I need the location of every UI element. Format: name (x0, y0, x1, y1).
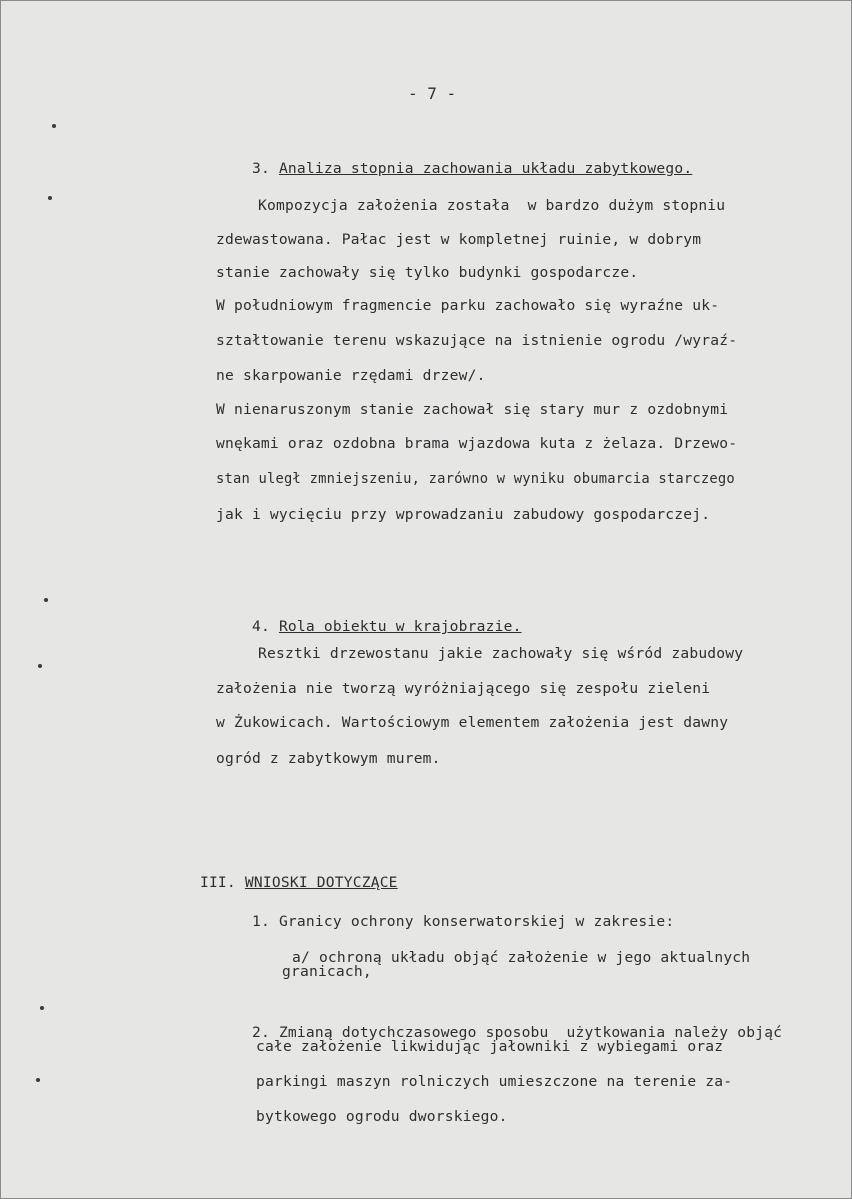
paragraph-line: ne skarpowanie rzędami drzew/. (216, 367, 486, 384)
list-item-number: a/ (291, 949, 310, 966)
paragraph-line: w Żukowicach. Wartościowym elementem założenia jest dawny (216, 714, 729, 731)
section-number: 4. (251, 618, 270, 635)
section-number: III. (199, 874, 236, 891)
paragraph-line: wnękami oraz ozdobna brama wjazdowa kuta z żelaza. Drzewo- (216, 435, 738, 452)
paragraph-line: W nienaruszonym stanie zachował się stary mur z ozdobnymi (216, 401, 729, 418)
paragraph-line: jak i wycięciu przy wprowadzaniu zabudowy gospodarczej. (216, 506, 711, 523)
list-item-number: 1. (251, 913, 270, 930)
section-title: Rola obiektu w krajobrazie. (278, 618, 522, 635)
list-item-text: parkingi maszyn rolniczych umieszczone na terenie za- (256, 1073, 733, 1090)
paragraph-line: zdewastowana. Pałac jest w kompletnej ruinie, w dobrym (216, 231, 702, 248)
page-number: - 7 - (408, 84, 457, 103)
paragraph-line: stan uległ zmniejszeniu, zarówno w wyniku obumarcia starczego (216, 471, 735, 487)
list-item-text: bytkowego ogrodu dworskiego. (256, 1108, 508, 1125)
section-number: 3. (251, 160, 270, 177)
binder-mark (38, 664, 42, 668)
paragraph-line: W południowym fragmencie parku zachowało się wyraźne uk- (216, 297, 720, 314)
binder-mark (48, 196, 52, 200)
paragraph-line: Resztki drzewostanu jakie zachowały się wśród zabudowy (258, 645, 744, 662)
list-item-text: granicach, (282, 963, 372, 980)
list-item-text: Zmianą dotychczasowego sposobu użytkowania należy objąć (278, 1024, 783, 1041)
paragraph-line: stanie zachowały się tylko budynki gospodarcze. (216, 264, 639, 281)
paragraph-line: Kompozycja założenia została w bardzo dużym stopniu (258, 197, 726, 214)
binder-mark (40, 1006, 44, 1010)
list-item-text: całe założenie likwidując jałowniki z wybiegami oraz (256, 1038, 724, 1055)
binder-mark (44, 598, 48, 602)
section-title: WNIOSKI DOTYCZĄCE (244, 874, 398, 891)
list-item-text: ochroną układu objąć założenie w jego aktualnych (318, 949, 751, 966)
section-3-heading (216, 139, 692, 199)
paragraph-line: ształtowanie terenu wskazujące na istnienie ogrodu /wyraź- (216, 332, 738, 349)
binder-mark (36, 1078, 40, 1082)
list-item-number: 2. (251, 1024, 270, 1041)
paragraph-line: założenia nie tworzą wyróżniającego się zespołu zieleni (216, 680, 711, 697)
paragraph-line: ogród z zabytkowym murem. (216, 750, 441, 767)
binder-mark (52, 124, 56, 128)
list-item-text: Granicy ochrony konserwatorskiej w zakresie: (278, 913, 675, 930)
section-title: Analiza stopnia zachowania układu zabytkowego. (278, 160, 693, 177)
